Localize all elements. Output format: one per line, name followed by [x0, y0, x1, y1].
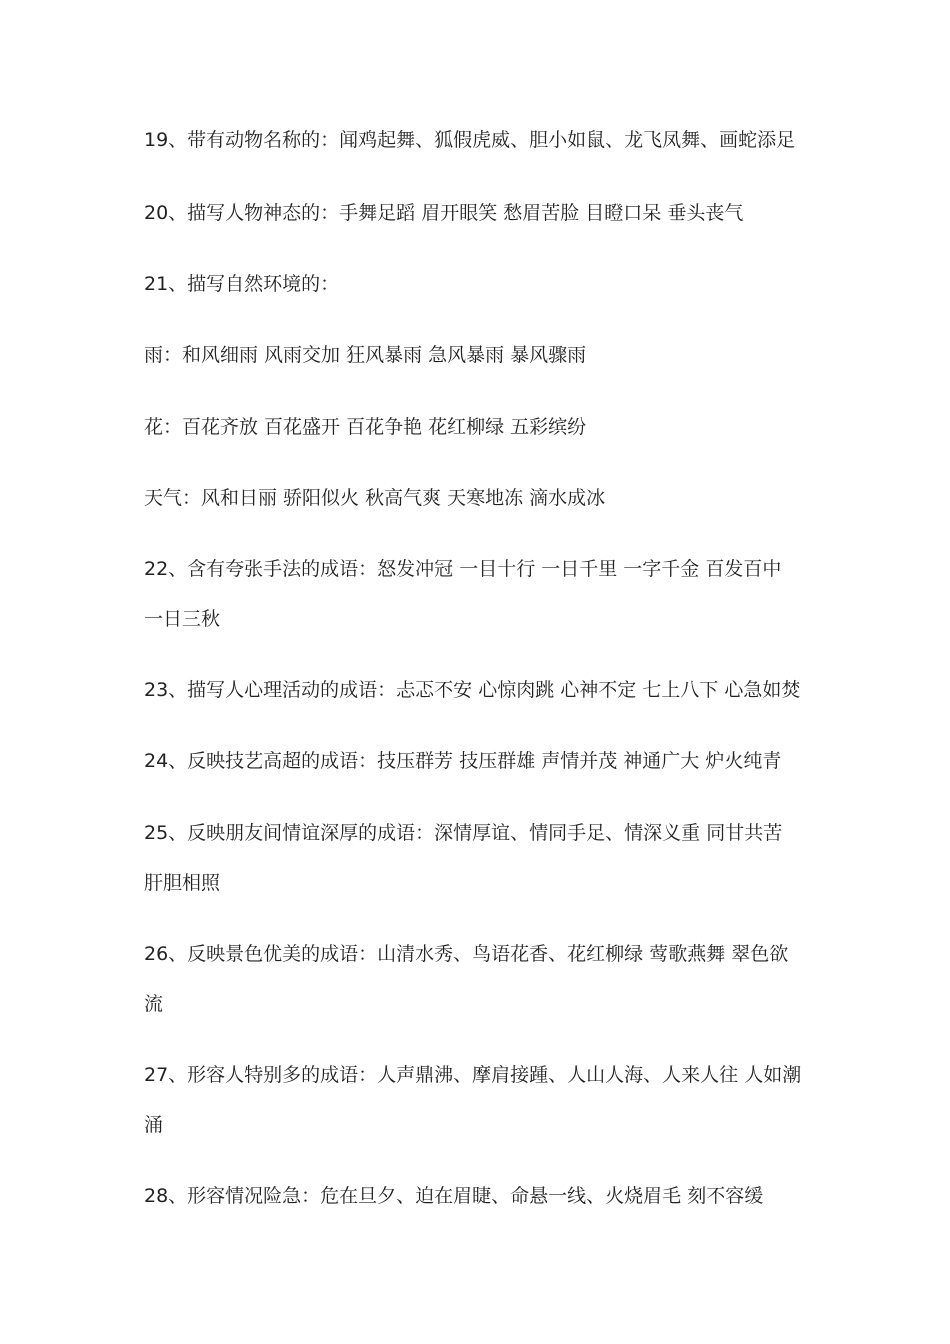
text-line-28: 28、形容情况险急：危在旦夕、迫在眉睫、命悬一线、火烧眉毛 刻不容缓 [144, 1185, 764, 1207]
text-line-20: 20、描写人物神态的：手舞足蹈 眉开眼笑 愁眉苦脸 目瞪口呆 垂头丧气 [144, 202, 744, 224]
text-line-21: 21、描写自然环境的： [144, 273, 340, 295]
text-line-27-cont: 涌 [144, 1114, 164, 1136]
text-line-27: 27、形容人特别多的成语：人声鼎沸、摩肩接踵、人山人海、人来人往 人如潮 [144, 1064, 802, 1086]
text-line-23: 23、描写人心理活动的成语：忐忑不安 心惊肉跳 心神不定 七上八下 心急如焚 [144, 679, 801, 701]
text-line-flower: 花：百花齐放 百花盛开 百花争艳 花红柳绿 五彩缤纷 [144, 416, 587, 438]
text-line-25-cont: 肝胆相照 [144, 872, 221, 894]
text-line-26: 26、反映景色优美的成语：山清水秀、鸟语花香、花红柳绿 莺歌燕舞 翠色欲 [144, 943, 789, 965]
text-line-24: 24、反映技艺高超的成语：技压群芳 技压群雄 声情并茂 神通广大 炉火纯青 [144, 750, 782, 772]
text-line-19: 19、带有动物名称的：闻鸡起舞、狐假虎威、胆小如鼠、龙飞凤舞、画蛇添足 [144, 129, 796, 151]
text-line-rain: 雨：和风细雨 风雨交加 狂风暴雨 急风暴雨 暴风骤雨 [144, 344, 587, 366]
text-line-26-cont: 流 [144, 993, 164, 1015]
text-line-25: 25、反映朋友间情谊深厚的成语：深情厚谊、情同手足、情深义重 同甘共苦 [144, 822, 783, 844]
text-line-weather: 天气：风和日丽 骄阳似火 秋高气爽 天寒地冻 滴水成冰 [144, 487, 606, 509]
text-line-22-cont: 一日三秋 [144, 608, 221, 630]
text-line-22: 22、含有夸张手法的成语：怒发冲冠 一目十行 一日千里 一字千金 百发百中 [144, 558, 782, 580]
